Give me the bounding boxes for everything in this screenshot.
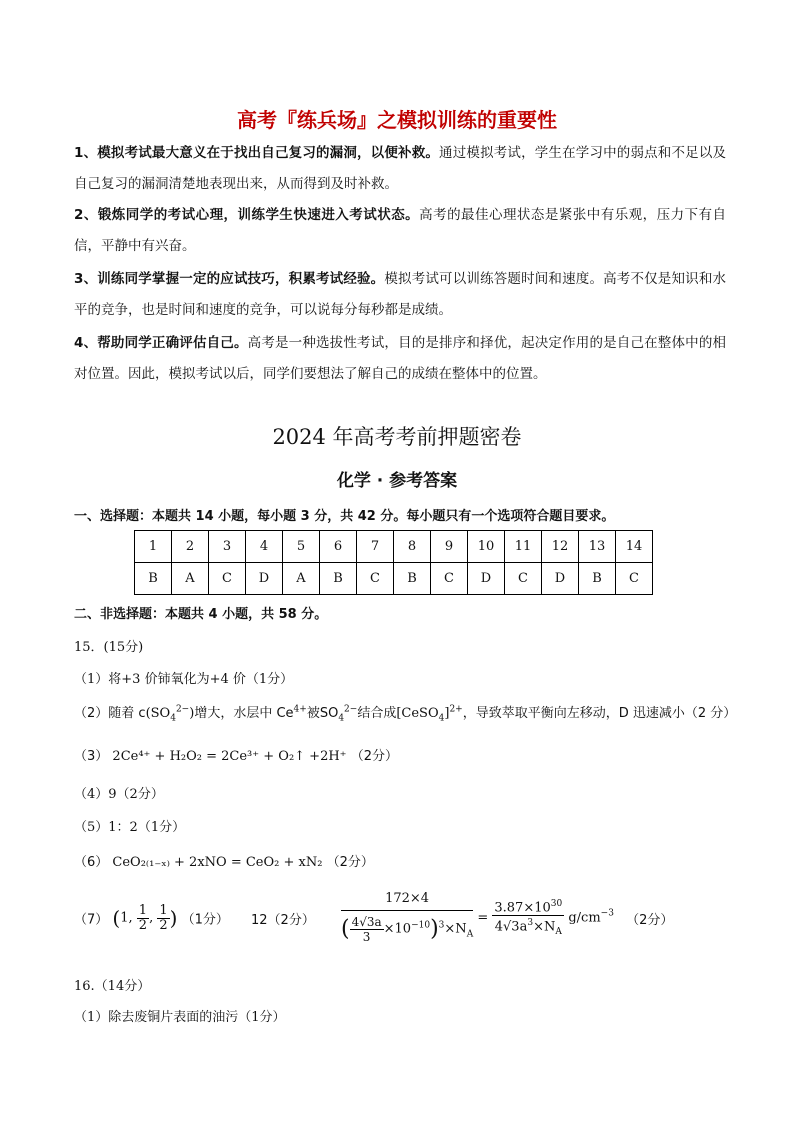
answer-row	[135, 563, 653, 595]
answer-choice: C	[505, 563, 542, 595]
a7-score-2: （2分）	[626, 912, 674, 928]
a7-half-fraction-1: $\frac{1}{2}$	[138, 902, 148, 933]
question-number: 12	[542, 531, 579, 563]
question-number: 10	[468, 531, 505, 563]
a2-mid3: 结合成	[357, 706, 397, 721]
answer-choice: D	[246, 563, 283, 595]
q15-answer-4: （4）9（2分）	[74, 787, 164, 802]
point-1-text: 通过模拟考试，学生在学习中的弱点和不足以及自己复习的漏洞清楚地表现出来，从而得到及时补救。	[74, 145, 726, 192]
q15-answer-6	[74, 851, 374, 870]
q15-header: 15．(15分)	[74, 640, 144, 655]
answer-choice: B	[579, 563, 616, 595]
answer-choice: B	[135, 563, 172, 595]
question-number: 7	[357, 531, 394, 563]
a2-sulfate: SO	[150, 706, 171, 721]
q15-answer-7: （7） (1, $\frac{1}{2}$ , $\frac{1}{2}$ ) （1分） 12（2分） 172×4 ( $\frac{4√3a}{3}$ $\times 10^{-10})^3\times N_A$ = $\frac{3.87\times 10^{30}}{4√3a^3\times N_A}$ $g/cm^{-3}$ （2分）	[74, 891, 674, 944]
a3-equation: 2Ce⁴⁺ + H₂O₂ = 2Ce³⁺ + O₂↑ +2H⁺	[112, 749, 347, 764]
point-1-bold: 1、模拟考试最大意义在于找出自己复习的漏洞，以便补救。	[74, 145, 440, 161]
section-1-heading: 一、选择题：本题共 14 小题，每小题 3 分，共 42 分。每小题只有一个选项符合题目要求。	[74, 509, 615, 524]
answer-choice: C	[209, 563, 246, 595]
point-3-bold: 3、训练同学掌握一定的应试技巧，积累考试经验。	[74, 271, 385, 287]
a7-unit: g/cm	[568, 910, 601, 926]
answer-choice: C	[616, 563, 653, 595]
a3-score: （2分）	[350, 749, 398, 764]
exam-title: 2024 年高考考前押题密卷	[272, 425, 522, 449]
a2-post: ，导致萃取平衡向左移动，D 迅速减小（2 分）	[462, 706, 737, 721]
q16-header: 16.（14分）	[74, 979, 151, 994]
exam-subtitle: 化学 · 参考答案	[336, 471, 458, 491]
answer-choice: C	[357, 563, 394, 595]
q15-answer-1: （1）将+3 价铈氧化为+4 价（1分）	[74, 672, 294, 687]
a2-prefix: （2）随着 c	[74, 706, 146, 721]
question-number: 3	[209, 531, 246, 563]
answer-choice: D	[468, 563, 505, 595]
a7-coordination-number: 12（2分）	[251, 912, 315, 928]
point-3-text: 模拟考试可以训练答题时间和速度。高考不仅是知识和水平的竞争，也是时间和速度的竞争，可以说每分每秒都是成绩。	[74, 271, 726, 318]
q15-answer-5: （5）1：2（1分）	[74, 820, 186, 835]
question-number: 13	[579, 531, 616, 563]
answer-table	[134, 530, 653, 595]
q15-answer-2: （2）随着 $c(SO_4^{2-})$增大，水层中 $Ce^{4+}$被$SO_4^{2-}$结合成[CeSO$_4$]$^{2+}$，导致萃取平衡向左移动，D 迅速减小（2 分）	[74, 704, 737, 724]
q16-answer-1: （1）除去废铜片表面的油污（1分）	[74, 1010, 286, 1025]
question-number: 9	[431, 531, 468, 563]
section-2-heading: 二、非选择题：本题共 4 小题，共 58 分。	[74, 607, 328, 622]
question-number: 1	[135, 531, 172, 563]
question-number-row	[135, 531, 653, 563]
answer-choice: C	[431, 563, 468, 595]
a6-score: （2分）	[326, 855, 374, 870]
point-4-bold: 4、帮助同学正确评估自己。	[74, 335, 248, 351]
a7-score-1: （1分）	[181, 912, 229, 928]
answer-choice: B	[320, 563, 357, 595]
a7-coord-1: 1,	[120, 910, 133, 926]
answer-choice: A	[283, 563, 320, 595]
answer-choice: B	[394, 563, 431, 595]
a6-label: （6）	[74, 855, 109, 870]
banner-point-1	[74, 138, 726, 200]
a7-half-fraction-2: $\frac{1}{2}$	[159, 902, 168, 933]
banner-point-3	[74, 264, 726, 326]
question-number: 2	[172, 531, 209, 563]
question-number: 6	[320, 531, 357, 563]
question-number: 4	[246, 531, 283, 563]
answer-choice: D	[542, 563, 579, 595]
banner-title: 高考『练兵场』之模拟训练的重要性	[237, 108, 557, 132]
question-number: 11	[505, 531, 542, 563]
a2-complex: CeSO	[401, 706, 439, 721]
banner-point-4	[74, 328, 726, 390]
a7-density-fraction: 172×4 ( $\frac{4√3a}{3}$ $\times 10^{-10})^3\times N_A$	[340, 891, 474, 944]
a6-equation: CeO₂₍₁₋ₓ₎ + 2xNO = CeO₂ + xN₂	[112, 855, 323, 870]
a7-label: （7）	[74, 912, 109, 928]
point-4-text: 高考是一种选拔性考试，目的是排序和择优，起决定作用的是自己在整体中的相对位置。因此，模拟考试以后，同学们要想法了解自己的成绩在整体中的位置。	[74, 335, 726, 382]
answer-choice: A	[172, 563, 209, 595]
question-number: 5	[283, 531, 320, 563]
a2-mid1: 增大，水层中 Ce	[194, 706, 294, 721]
question-number: 14	[616, 531, 653, 563]
banner-point-2	[74, 200, 726, 262]
point-2-bold: 2、锻炼同学的考试心理，训练学生快速进入考试状态。	[74, 207, 420, 223]
a3-label: （3）	[74, 749, 109, 764]
q15-answer-3	[74, 745, 398, 764]
point-2-text: 高考的最佳心理状态是紧张中有乐观，压力下有自信，平静中有兴奋。	[74, 207, 726, 254]
question-number: 8	[394, 531, 431, 563]
a2-mid2: 被SO	[306, 706, 339, 721]
a7-density-result: $\frac{3.87\times 10^{30}}{4√3a^3\times N_A}$	[494, 898, 563, 938]
